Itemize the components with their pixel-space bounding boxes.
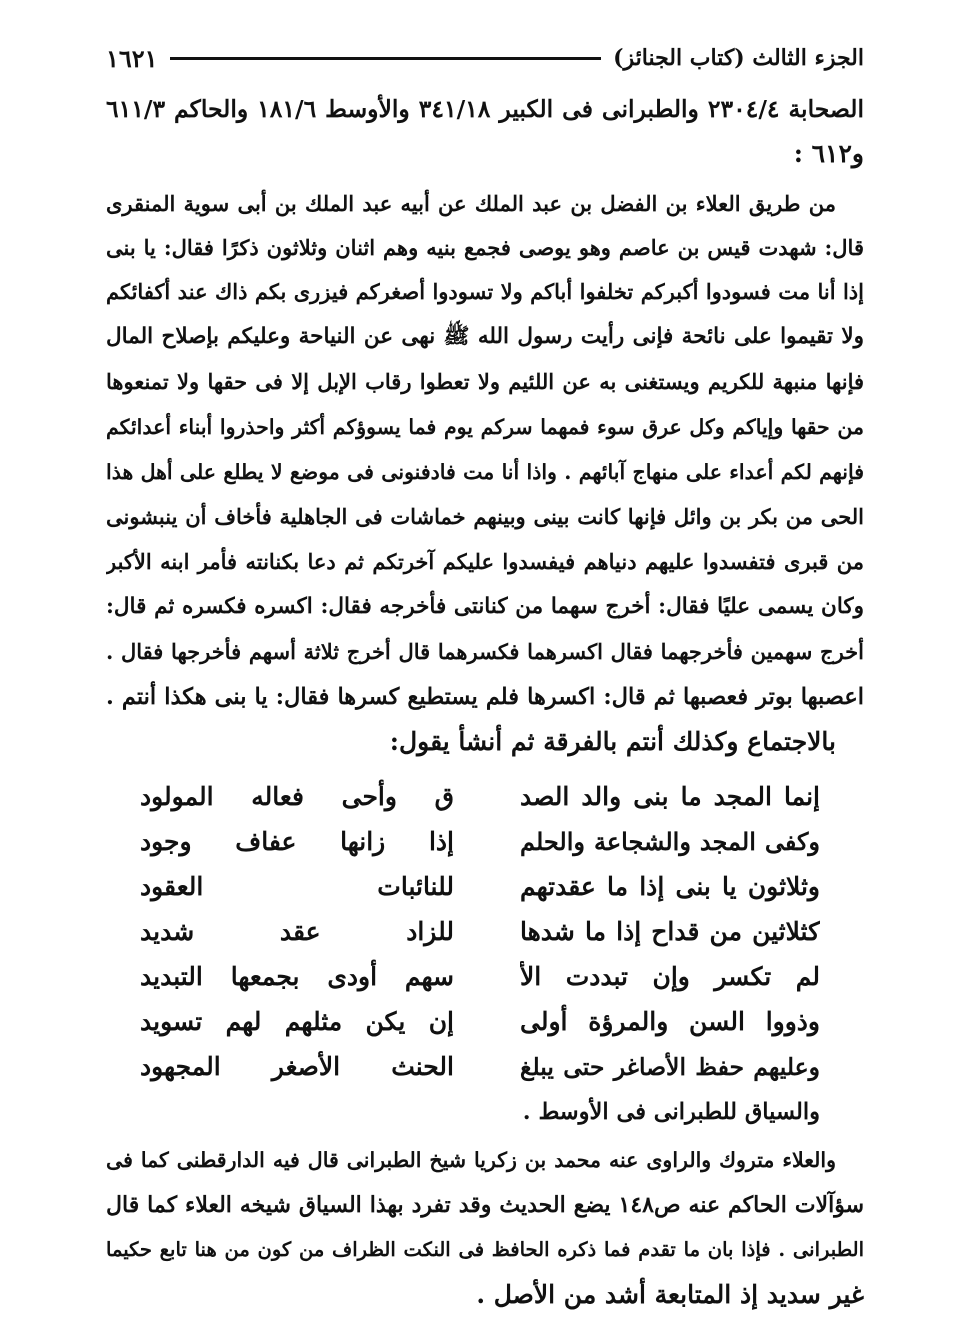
text-line: من قبرى فتفسدوا عليهم دنياهم فيفسدوا عليكم آخرتكم ثم دعا بكنانته فأمر ابنه الأكبر bbox=[106, 549, 864, 574]
text-line: غير سديد إذ المتابعة أشد من الأصل . bbox=[476, 1280, 864, 1309]
header-rule bbox=[170, 57, 602, 60]
poem-hemistich-second: إذا زانها عفاف وجود bbox=[140, 827, 454, 856]
text-line: قال: شهدت قيس بن عاصم وهو يوصى فجمع بنيه وهم اثنان وثلاثون ذكرًا فقال: يا بنى bbox=[106, 235, 864, 260]
text-line: بالاجتماع وكذلك أنتم بالفرقة ثم أنشأ يقول: bbox=[389, 727, 836, 756]
poem-hemistich-second: الحنث الأصغر المجهود bbox=[140, 1052, 454, 1081]
running-title: الجزء الثالث (كتاب الجنائز) bbox=[613, 45, 864, 71]
text-line: ولا تقيموا على نائحة فإنى رأيت رسول الله ﷺ نهى عن النياحة وعليكم بإصلاح المال bbox=[106, 324, 864, 349]
page-header bbox=[106, 38, 864, 78]
text-line: وكان يسمى عليًا فقال: أخرج سهما من كنانتى فأخرجه فقال: اكسره فكسره ثم قال: bbox=[106, 594, 864, 619]
text-line: إذا أنا مت فسودوا أكبركم تخلفوا أباكم ولا تسودوا أصغركم فيزرى بكم ذاك عند أكفائكم bbox=[106, 279, 864, 304]
text-line: من طريق العلاء بن الفضل بن عبد الملك عن أبيه عبد الملك بن أبى سوية المنقرى bbox=[106, 191, 836, 216]
text-line: من حقها وإياكم وكل عرق سوء فمهما سركم يوم فما يسوؤكم أكثر واحذروا أبناء أعدائكم bbox=[106, 415, 864, 439]
poem-hemistich-first: وكفى المجد والشجاعة والحلم bbox=[520, 827, 820, 856]
poem-hemistich-second: سهم أودى بجمعها التبديد bbox=[140, 962, 454, 991]
poem-hemistich-first: وثلاثون يا بنى إذا ما عقدتهم bbox=[520, 872, 820, 901]
text-line: أخرج سهمين فأخرجهما فقال اكسرهما فكسرهما قال أخرج ثلاثة أسهم فأخرجها فقال . bbox=[106, 639, 864, 664]
poem-hemistich-first: لم تكسر وإن تبددت الأ bbox=[520, 962, 820, 991]
text-line: فإنهم لكم أعداء على منهاج آبائهم . واذا أنا مت فادفنونى فى موضع لا يطلع على أهل هذا bbox=[106, 460, 864, 484]
text-line: فإنها منبهة للكريم ويستغنى به عن اللئيم ولا تعطوا رقاب الإبل إلا فى حقها ولا تمنعوها bbox=[106, 369, 864, 394]
poem-hemistich-first: وذووا السن والمرؤة أولى bbox=[520, 1007, 820, 1036]
text-line: والعلاء متروك والراوى عنه محمد بن زكريا شيخ الطبرانى قال فيه الدارقطنى كما فى bbox=[106, 1148, 836, 1172]
poem-hemistich-second: ق وأحى فعاله المولود bbox=[140, 782, 454, 811]
poem-source-note: والسياق للطبرانى فى الأوسط . bbox=[522, 1099, 820, 1125]
text-line: اعصبها بوتر فعصبها ثم قال: اكسرها فلم يستطيع كسرها فقال: يا بنى هكذا أنتم . bbox=[106, 684, 864, 710]
poem-hemistich-second: إن يكن مثلهم لهم تسويد bbox=[140, 1007, 454, 1036]
poem-hemistich-first: إنما المجد ما بنى والد الصد bbox=[520, 782, 820, 811]
poem-hemistich-first: وعليهم حفظ الأصاغر حتى يبلغ bbox=[520, 1053, 820, 1081]
text-line: الصحابة ٢٣٠٤/٤ والطبرانى فى الكبير ٣٤١/١٨ والأوسط ١٨١/٦ والحاكم ٦١١/٣ bbox=[106, 95, 864, 123]
poem-hemistich-second: للزاد عقد شديد bbox=[140, 917, 454, 946]
poem-hemistich-first: كثلاثين من قداح إذا ما شدها bbox=[520, 917, 820, 946]
text-line: الطبرانى . فإذا بان ما تقدم فما ذكره الحافظ فى النكت الظراف من كون من هنا تابع حكيما bbox=[106, 1238, 864, 1261]
poem-hemistich-second: للنائبات العقود bbox=[140, 872, 454, 901]
text-line: و٦١٢ : bbox=[793, 139, 864, 168]
page-number: ١٦٢١ bbox=[106, 43, 158, 73]
text-line: سؤآلات الحاكم عنه ص١٤٨ يضع الحديث وقد تفرد بهذا السياق شيخه العلاء كما قال bbox=[106, 1192, 864, 1218]
text-line: الحى من بكر بن وائل فإنها كانت بينى وبينهم خماشات فى الجاهلية فأخاف أن ينبشونى bbox=[106, 504, 864, 529]
